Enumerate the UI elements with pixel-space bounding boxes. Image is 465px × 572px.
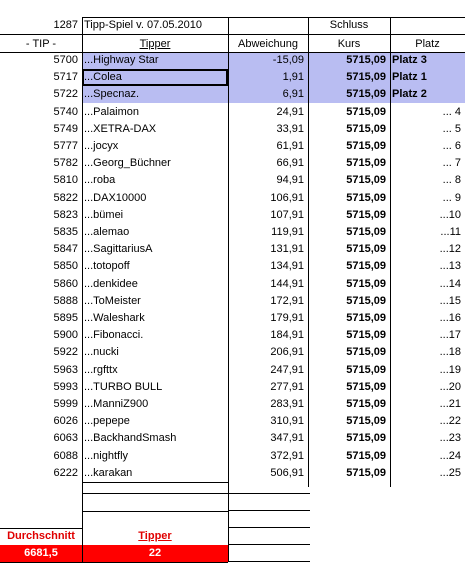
closing-price[interactable]: 5715,09 [308, 86, 390, 103]
grid-line [390, 17, 391, 487]
rank-value[interactable]: ...23 [439, 432, 461, 444]
closing-price[interactable]: 5715,09 [346, 123, 386, 135]
grid-line [228, 510, 310, 511]
tip-value[interactable]: 5835 [53, 226, 78, 238]
tip-value[interactable]: 5900 [53, 329, 78, 341]
rank-value[interactable]: ...24 [439, 450, 461, 462]
deviation-value[interactable]: 33,91 [276, 123, 304, 135]
tip-value[interactable]: 5860 [53, 278, 78, 290]
closing-price[interactable]: 5715,09 [346, 226, 386, 238]
closing-price[interactable]: 5715,09 [346, 346, 386, 358]
deviation-value[interactable]: 61,91 [276, 140, 304, 152]
closing-price[interactable]: 5715,09 [346, 467, 386, 479]
rank-value[interactable]: ...17 [439, 329, 461, 341]
header-abweichung[interactable]: Abweichung [238, 38, 298, 50]
tip-value[interactable]: 5777 [53, 140, 78, 152]
grid-line [228, 561, 310, 562]
deviation-value[interactable]: 94,91 [276, 174, 304, 186]
rank-value[interactable]: Platz 3 [390, 52, 465, 69]
closing-price[interactable]: 5715,09 [346, 106, 386, 118]
tipper-name[interactable]: ...karakan [84, 467, 133, 479]
header-tip-count[interactable]: 1287 [53, 19, 78, 31]
deviation-value[interactable]: 247,91 [270, 364, 304, 376]
header-game-title[interactable]: Tipp-Spiel v. 07.05.2010 [84, 19, 203, 31]
closing-price[interactable]: 5715,09 [346, 398, 386, 410]
tip-value[interactable]: 6026 [53, 415, 78, 427]
rank-value[interactable]: ... 8 [442, 174, 461, 186]
tip-value[interactable]: 5810 [53, 174, 78, 186]
deviation-value[interactable]: 184,91 [270, 329, 304, 341]
grid-line [0, 562, 228, 563]
grid-line [0, 528, 82, 529]
tip-value[interactable]: 6063 [53, 432, 78, 444]
tipper-name[interactable]: ...nightfly [84, 450, 129, 462]
tip-value[interactable]: 5847 [53, 243, 78, 255]
tip-value[interactable]: 5749 [53, 123, 78, 135]
deviation-value[interactable]: 283,91 [270, 398, 304, 410]
grid-line [308, 17, 309, 487]
rank-value[interactable]: ...18 [439, 346, 461, 358]
deviation-value[interactable]: 179,91 [270, 312, 304, 324]
closing-price[interactable]: 5715,09 [346, 278, 386, 290]
tip-value[interactable]: 5823 [53, 209, 78, 221]
tipper-name[interactable]: ...alemao [84, 226, 130, 238]
tipper-name[interactable]: ...Georg_Büchner [84, 157, 171, 169]
tipper-name[interactable]: ...Highway Star [82, 52, 228, 69]
closing-price[interactable]: 5715,09 [346, 432, 386, 444]
rank-value[interactable]: Platz 2 [390, 86, 465, 103]
rank-value[interactable]: ...12 [439, 243, 461, 255]
tipper-name[interactable]: ...rgfttx [84, 364, 118, 376]
average-value[interactable]: 6681,5 [0, 545, 82, 562]
closing-price[interactable]: 5715,09 [346, 364, 386, 376]
grid-line [82, 511, 228, 512]
grid-line [0, 52, 465, 53]
deviation-value[interactable]: 347,91 [270, 432, 304, 444]
deviation-value[interactable]: 172,91 [270, 295, 304, 307]
tipper-name[interactable]: ...Specnaz. [82, 86, 228, 103]
closing-price[interactable]: 5715,09 [346, 243, 386, 255]
rank-value[interactable]: ...20 [439, 381, 461, 393]
tip-value[interactable]: 5922 [53, 346, 78, 358]
grid-line [228, 527, 310, 528]
closing-price[interactable]: 5715,09 [346, 157, 386, 169]
closing-price[interactable]: 5715,09 [346, 260, 386, 272]
header-tipper[interactable]: Tipper [139, 38, 171, 50]
rank-value[interactable]: ...14 [439, 278, 461, 290]
closing-price[interactable]: 5715,09 [346, 140, 386, 152]
tipper-name[interactable]: ...ManniZ900 [84, 398, 149, 410]
tipper-name[interactable]: ...Waleshark [84, 312, 145, 324]
deviation-value[interactable]: 106,91 [270, 192, 304, 204]
deviation-value[interactable]: 1,91 [228, 69, 308, 86]
closing-price[interactable]: 5715,09 [346, 192, 386, 204]
tip-value[interactable]: 5888 [53, 295, 78, 307]
header-kurs[interactable]: Kurs [337, 38, 361, 50]
tipper-name[interactable]: ...roba [84, 174, 116, 186]
header-platz[interactable]: Platz [415, 38, 440, 50]
tipper-name[interactable]: ...bümei [84, 209, 124, 221]
grid-line [82, 17, 465, 18]
tipper-name[interactable]: ...pepepe [84, 415, 130, 427]
tip-value[interactable]: 5822 [53, 192, 78, 204]
grid-line [82, 493, 228, 494]
grid-line [82, 482, 228, 483]
tip-value[interactable]: 5850 [53, 260, 78, 272]
tipper-name[interactable]: ...totopoff [84, 260, 130, 272]
deviation-value[interactable]: 372,91 [270, 450, 304, 462]
closing-price[interactable]: 5715,09 [346, 415, 386, 427]
deviation-value[interactable]: 107,91 [270, 209, 304, 221]
rank-value[interactable]: ...19 [439, 364, 461, 376]
closing-price[interactable]: 5715,09 [346, 295, 386, 307]
deviation-value[interactable]: -15,09 [228, 52, 308, 69]
closing-price[interactable]: 5715,09 [346, 174, 386, 186]
deviation-value[interactable]: 134,91 [270, 260, 304, 272]
tip-value[interactable]: 5782 [53, 157, 78, 169]
grid-line [228, 17, 229, 562]
closing-price[interactable]: 5715,09 [346, 381, 386, 393]
tip-value[interactable]: 5895 [53, 312, 78, 324]
tipper-name[interactable]: ...BackhandSmash [84, 432, 177, 444]
deviation-value[interactable]: 131,91 [270, 243, 304, 255]
deviation-value[interactable]: 119,91 [271, 226, 304, 238]
tipper-name[interactable]: ...Colea [82, 69, 228, 86]
deviation-value[interactable]: 277,91 [270, 381, 304, 393]
tipper-name[interactable]: ...Palaimon [84, 106, 140, 118]
grid-line [228, 544, 310, 545]
rank-value[interactable]: ...22 [439, 415, 461, 427]
rank-value[interactable]: ...25 [439, 467, 461, 479]
tipper-name[interactable]: ...Fibonacci. [84, 329, 144, 341]
tip-value[interactable]: 5740 [53, 106, 78, 118]
deviation-value[interactable]: 506,91 [270, 467, 304, 479]
rank-value[interactable]: ...11 [440, 226, 461, 238]
rank-value[interactable]: ... 9 [442, 192, 461, 204]
rank-value[interactable]: ...16 [439, 312, 461, 324]
tip-value[interactable]: 6222 [53, 467, 78, 479]
rank-value[interactable]: ... 5 [442, 123, 461, 135]
rank-value[interactable]: ... 4 [442, 106, 461, 118]
closing-price[interactable]: 5715,09 [346, 329, 386, 341]
rank-value[interactable]: ...15 [439, 295, 461, 307]
rank-value[interactable]: ... 6 [442, 140, 461, 152]
grid-line [0, 34, 465, 35]
rank-value[interactable]: ...10 [439, 209, 461, 221]
deviation-value[interactable]: 24,91 [276, 106, 304, 118]
tipper-name[interactable]: ...nucki [84, 346, 119, 358]
rank-value[interactable]: ...13 [439, 260, 461, 272]
tip-value[interactable]: 5993 [53, 381, 78, 393]
tipper-name[interactable]: ...TURBO BULL [84, 381, 163, 393]
average-label[interactable]: Durchschnitt [7, 530, 75, 542]
deviation-value[interactable]: 6,91 [228, 86, 308, 103]
grid-line [228, 493, 310, 494]
closing-price[interactable]: 5715,09 [346, 450, 386, 462]
deviation-value[interactable]: 144,91 [270, 278, 304, 290]
closing-price[interactable]: 5715,09 [308, 52, 390, 69]
closing-price[interactable]: 5715,09 [346, 312, 386, 324]
tipper-count-value[interactable]: 22 [82, 545, 228, 562]
tipper-count-label[interactable]: Tipper [138, 530, 172, 542]
closing-price[interactable]: 5715,09 [308, 69, 390, 86]
tip-value[interactable]: 5963 [53, 364, 78, 376]
tip-value[interactable]: 5999 [53, 398, 78, 410]
tip-value[interactable]: 5722 [53, 88, 78, 100]
tipper-name[interactable]: ...XETRA-DAX [84, 123, 157, 135]
rank-value[interactable]: Platz 1 [390, 69, 465, 86]
tipper-name[interactable]: ...denkidee [84, 278, 138, 290]
grid-line [82, 17, 83, 562]
deviation-value[interactable]: 66,91 [276, 157, 304, 169]
closing-price[interactable]: 5715,09 [346, 209, 386, 221]
rank-value[interactable]: ...21 [439, 398, 461, 410]
header-tip[interactable]: - TIP - [25, 38, 57, 50]
tip-value[interactable]: 5717 [53, 71, 78, 83]
deviation-value[interactable]: 206,91 [270, 346, 304, 358]
tip-value[interactable]: 5700 [53, 54, 78, 66]
tip-value[interactable]: 6088 [53, 450, 78, 462]
tipper-name[interactable]: ...jocyx [84, 140, 119, 152]
tipper-name[interactable]: ...DAX10000 [84, 192, 147, 204]
tipper-name[interactable]: ...ToMeister [84, 295, 141, 307]
tipper-name[interactable]: ...SagittariusA [84, 243, 153, 255]
rank-value[interactable]: ... 7 [442, 157, 461, 169]
deviation-value[interactable]: 310,91 [270, 415, 304, 427]
header-schluss[interactable]: Schluss [329, 19, 369, 31]
